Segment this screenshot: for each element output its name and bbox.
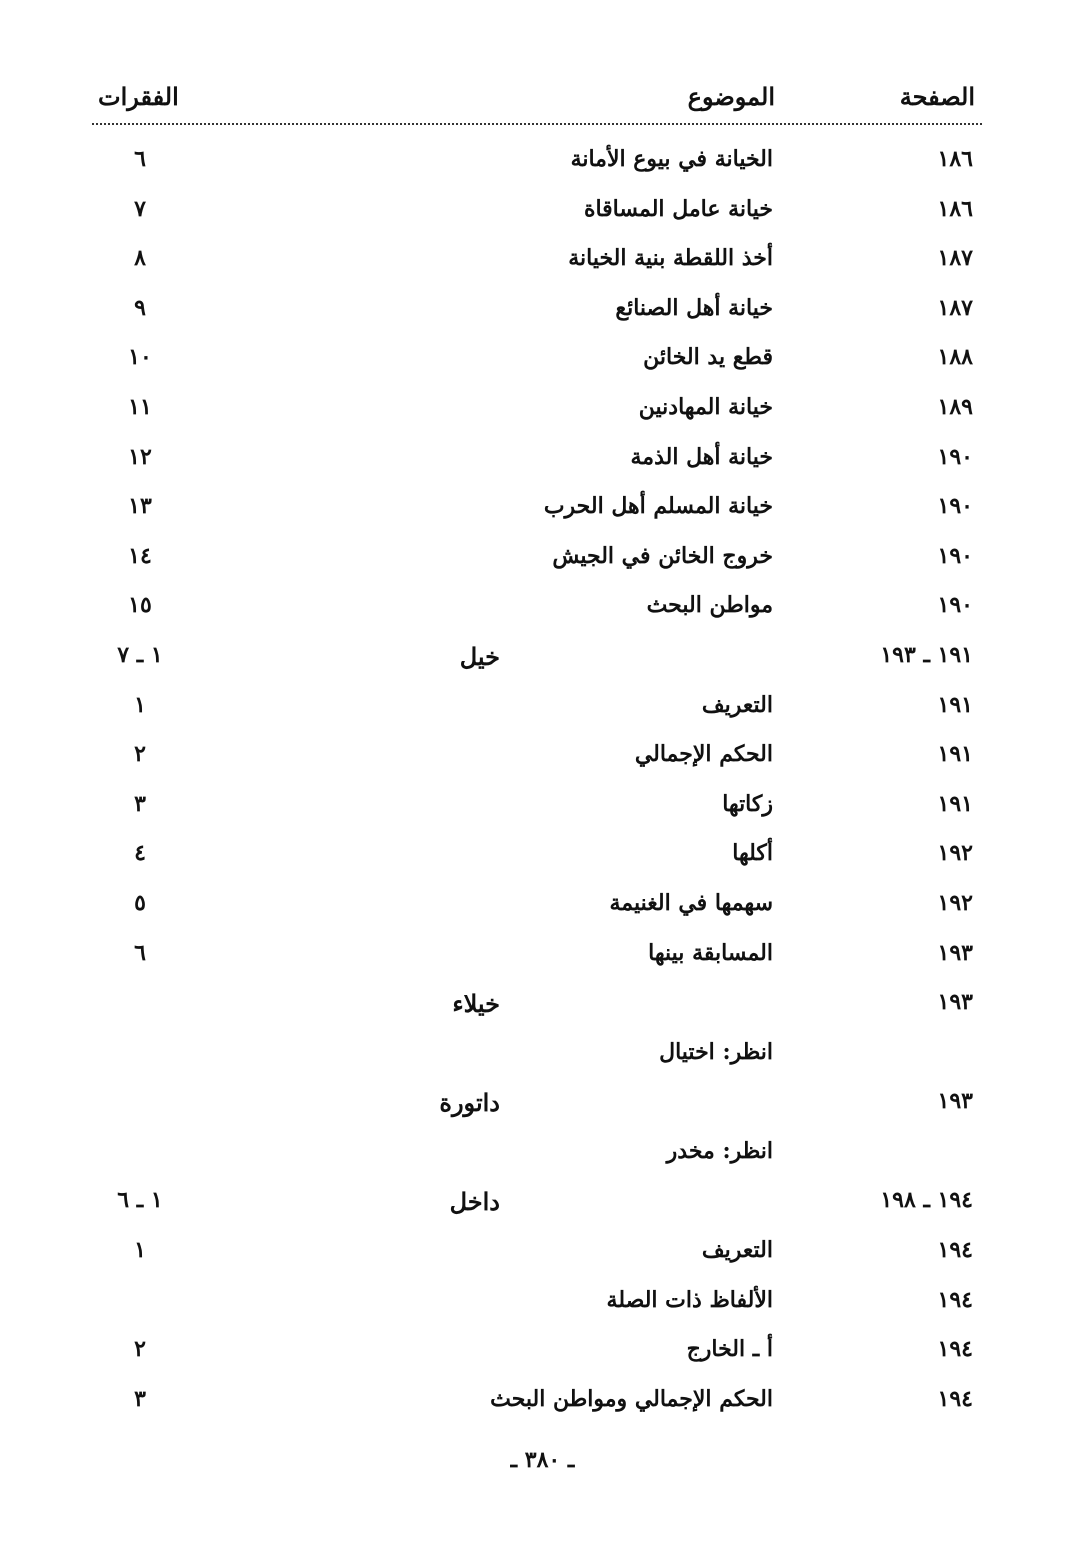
paragraphs-column-header: الفقرات <box>98 82 179 111</box>
index-row <box>0 781 1085 831</box>
row-page-number: ١٩٠ <box>937 542 973 569</box>
row-page-number: ١٨٧ <box>937 245 973 272</box>
row-topic: قطع يد الخائن <box>643 344 773 371</box>
row-topic: زكاتها <box>722 790 773 817</box>
index-row <box>0 384 1085 434</box>
row-topic: خيانة المسلم أهل الحرب <box>543 493 773 520</box>
row-page-number: ١٩٢ <box>937 889 973 916</box>
index-row <box>0 136 1085 186</box>
row-page-number: ١٩٠ <box>937 443 973 470</box>
index-row <box>0 731 1085 781</box>
row-topic: خيانة أهل الصنائع <box>615 294 773 321</box>
index-row <box>0 1277 1085 1327</box>
row-topic: الحكم الإجمالي ومواطن البحث <box>490 1385 773 1412</box>
row-paragraphs: ٥ <box>134 889 146 916</box>
row-topic: خيانة أهل الذمة <box>630 443 773 470</box>
row-paragraphs: ١ ـ ٦ <box>117 1187 163 1214</box>
row-paragraphs: ١٥ <box>128 592 152 619</box>
row-topic: مواطن البحث <box>646 592 773 619</box>
row-topic: انظر: اختيال <box>659 1038 773 1065</box>
row-topic: انظر: مخدر <box>666 1137 773 1164</box>
row-paragraphs: ١٤ <box>128 542 152 569</box>
row-paragraphs: ٣ <box>134 1385 146 1412</box>
row-page-number: ١٨٧ <box>937 294 973 321</box>
index-row <box>0 235 1085 285</box>
row-paragraphs: ٦ <box>134 146 146 172</box>
row-paragraphs: ٢ <box>134 1336 146 1363</box>
row-page-number: ١٩٤ <box>937 1286 973 1313</box>
row-paragraphs: ١٢ <box>128 443 152 470</box>
row-topic: المسابقة بينها <box>648 939 773 966</box>
row-topic: الحكم الإجمالي <box>634 741 773 768</box>
row-heading-term: داتورة <box>439 1088 500 1118</box>
row-page-number: ١٩١ ـ ١٩٣ <box>880 641 973 668</box>
row-page-number: ١٨٦ <box>937 146 973 172</box>
index-row <box>0 1227 1085 1277</box>
index-row <box>0 930 1085 980</box>
row-paragraphs: ١٠ <box>128 344 152 371</box>
row-page-number: ١٨٦ <box>937 195 973 222</box>
row-topic: الألفاظ ذات الصلة <box>606 1286 773 1313</box>
row-topic: خروج الخائن في الجيش <box>552 542 773 569</box>
row-paragraphs: ١٣ <box>128 493 152 520</box>
row-heading-term: خيلاء <box>452 989 500 1019</box>
row-page-number: ١٨٨ <box>937 344 973 371</box>
row-topic: التعريف <box>701 691 773 718</box>
row-paragraphs: ٨ <box>134 245 146 272</box>
row-paragraphs: ٣ <box>134 790 146 817</box>
row-page-number: ١٩٤ <box>937 1237 973 1264</box>
row-paragraphs: ١ <box>134 1237 146 1264</box>
row-paragraphs: ١ <box>134 691 146 718</box>
index-row <box>0 533 1085 583</box>
index-row <box>0 285 1085 335</box>
row-page-number: ١٩٣ <box>937 939 973 966</box>
page-column-header: الصفحة <box>899 82 975 111</box>
row-paragraphs: ٤ <box>134 840 146 867</box>
row-paragraphs: ١ ـ ٧ <box>117 641 163 668</box>
row-page-number: ١٩٠ <box>937 592 973 619</box>
row-page-number: ١٩١ <box>937 691 973 718</box>
row-paragraphs: ٩ <box>134 294 146 321</box>
row-page-number: ١٩٤ <box>937 1385 973 1412</box>
index-row <box>0 1376 1085 1426</box>
header-dotted-divider <box>92 123 982 125</box>
row-page-number: ١٩٢ <box>937 840 973 867</box>
row-topic: الخيانة في بيوع الأمانة <box>570 146 773 172</box>
row-page-number: ١٩١ <box>937 790 973 817</box>
row-topic: خيانة المهادنين <box>638 393 773 420</box>
row-topic: سهمها في الغنيمة <box>609 889 773 916</box>
index-row <box>0 682 1085 732</box>
index-heading-row <box>0 632 1085 682</box>
index-row <box>0 830 1085 880</box>
index-heading-row <box>0 979 1085 1029</box>
index-row <box>0 186 1085 236</box>
row-topic: أ ـ الخارج <box>686 1336 773 1363</box>
index-heading-row <box>0 1177 1085 1227</box>
row-heading-term: داخل <box>449 1187 500 1217</box>
index-row <box>0 434 1085 484</box>
row-heading-term: خيل <box>459 641 500 671</box>
row-page-number: ١٩١ <box>937 741 973 768</box>
row-page-number: ١٩٤ <box>937 1336 973 1363</box>
row-page-number: ١٨٩ <box>937 393 973 420</box>
row-page-number: ١٩٠ <box>937 493 973 520</box>
index-heading-row <box>0 1078 1085 1128</box>
index-row <box>0 1128 1085 1178</box>
row-paragraphs: ٦ <box>134 939 146 966</box>
table-header <box>0 78 1085 118</box>
page-number: ـ ٣٨٠ ـ <box>510 1447 575 1473</box>
row-paragraphs: ٢ <box>134 741 146 768</box>
index-row <box>0 1326 1085 1376</box>
row-topic: أخذ اللقطة بنية الخيانة <box>568 245 773 272</box>
index-row <box>0 1029 1085 1079</box>
row-paragraphs: ٧ <box>134 195 146 222</box>
topic-column-header: الموضوع <box>687 82 775 111</box>
row-topic: التعريف <box>701 1237 773 1264</box>
row-page-number: ١٩٣ <box>937 989 973 1016</box>
row-page-number: ١٩٤ ـ ١٩٨ <box>880 1187 973 1214</box>
index-row <box>0 483 1085 533</box>
row-topic: أكلها <box>732 840 773 867</box>
index-row <box>0 582 1085 632</box>
index-table-body <box>0 136 1085 1425</box>
index-row <box>0 880 1085 930</box>
row-page-number: ١٩٣ <box>937 1088 973 1115</box>
row-topic: خيانة عامل المساقاة <box>583 195 773 222</box>
row-paragraphs: ١١ <box>128 393 152 420</box>
index-row <box>0 334 1085 384</box>
